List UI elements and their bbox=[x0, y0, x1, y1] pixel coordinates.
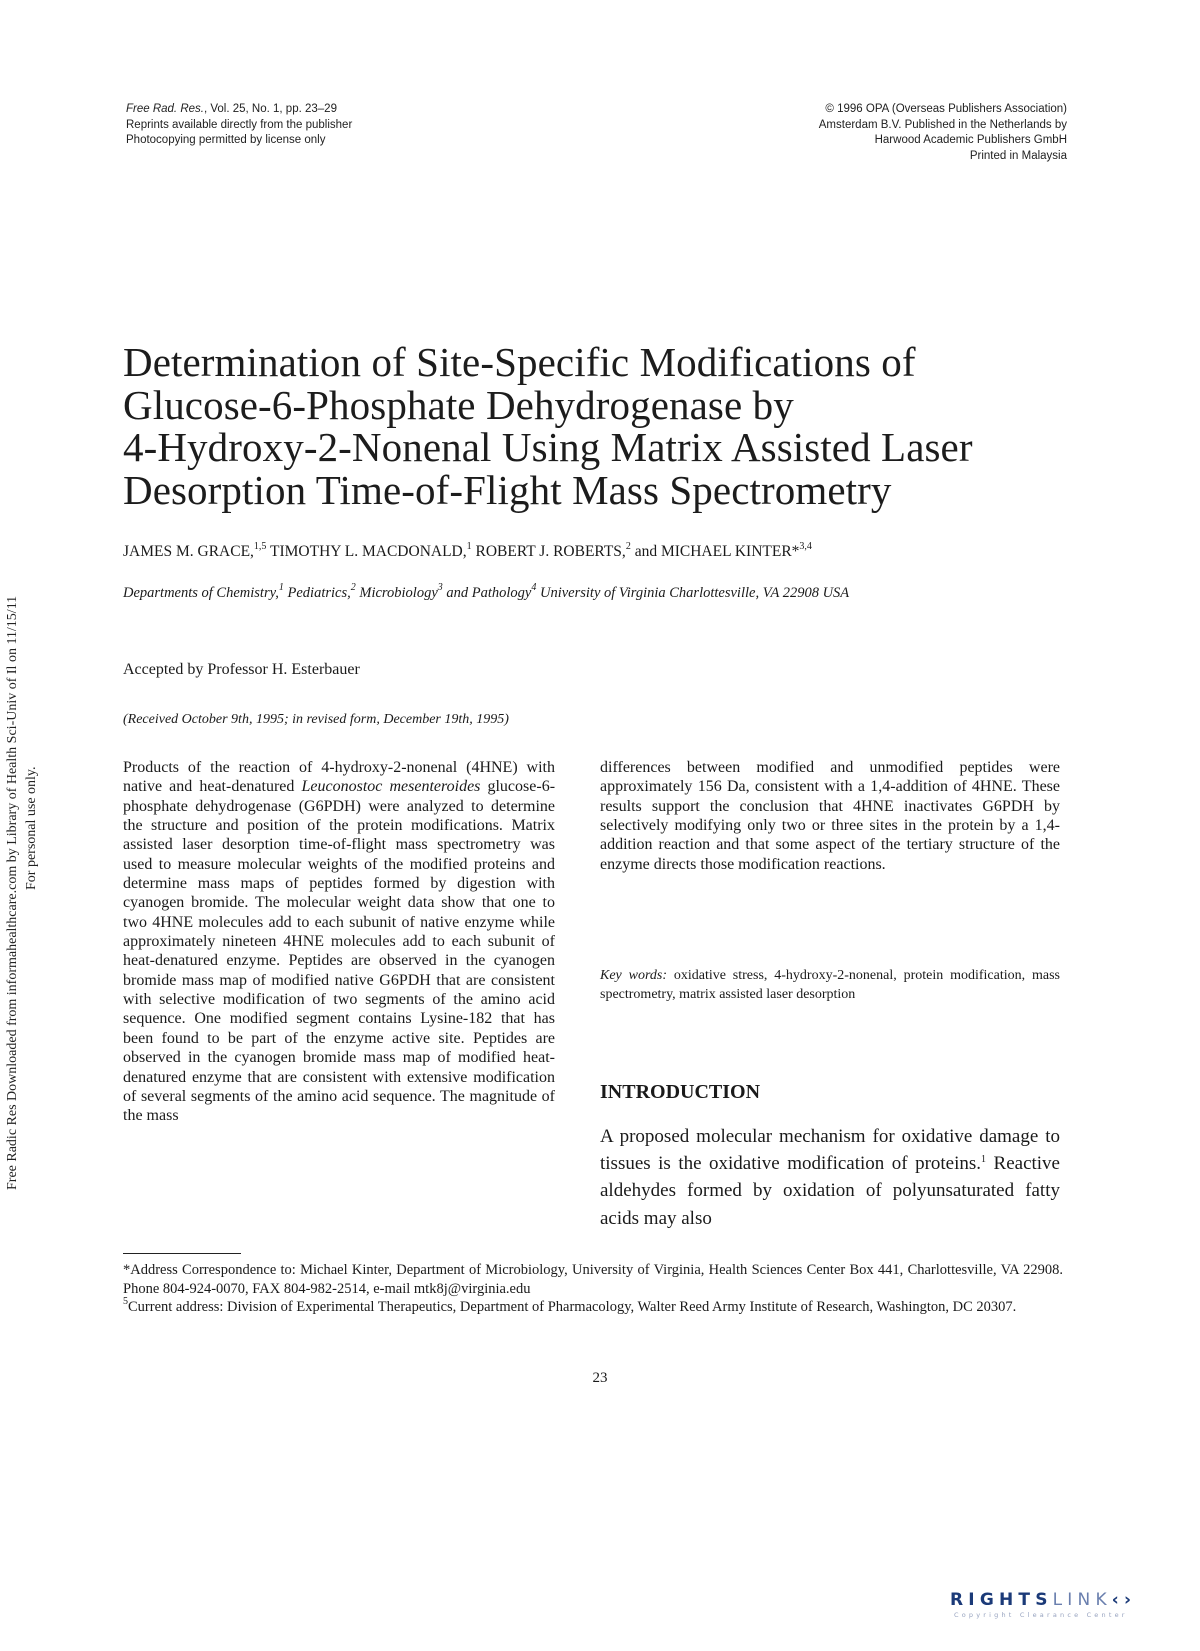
affiliation-dept: Pediatrics, bbox=[283, 585, 351, 601]
download-watermark-line-1: Free Radic Res Downloaded from informahealthcare.com by Library of Health Sci-Univ of Il on 11/15/11 bbox=[5, 595, 20, 1190]
title-line: Glucose-6-Phosphate Dehydrogenase by bbox=[123, 381, 794, 428]
title-line: 4-Hydroxy-2-Nonenal Using Matrix Assisted Laser bbox=[123, 424, 973, 470]
footnote-current-address bbox=[123, 1298, 1063, 1317]
intro-sentence: A proposed molecular mechanism for oxidative damage to tissues is the oxidative modification of proteins. bbox=[600, 1126, 1060, 1175]
title-line: Desorption Time-of-Flight Mass Spectrometry bbox=[123, 466, 892, 513]
title-line: Determination of Site-Specific Modifications of bbox=[123, 339, 916, 385]
publisher-line-1: Amsterdam B.V. Published in the Netherlands by bbox=[818, 118, 1067, 131]
footnote-divider bbox=[123, 1253, 241, 1254]
footnotes bbox=[123, 1261, 1063, 1317]
photocopy-note: Photocopying permitted by license only bbox=[126, 134, 326, 146]
author-affiliation-sup: 2 bbox=[625, 541, 631, 552]
header-copyright bbox=[627, 102, 1067, 164]
abstract-column-right: differences between modified and unmodified peptides were approximately 156 Da, consistent with a 1,4-addition of 4HNE. These results support the conclusion that 4HNE inactivates G6PDH by selectively modifying only two or three sites in the protein by a 1,4-addition reaction and that some aspect of the tertiary structure of the enzyme directs those modification reactions. bbox=[600, 759, 1060, 873]
received-dates: (Received October 9th, 1995; in revised form, December 19th, 1995) bbox=[123, 712, 509, 727]
page-number: 23 bbox=[592, 1370, 608, 1386]
journal-citation: , Vol. 25, No. 1, pp. 23–29 bbox=[203, 103, 337, 115]
abstract-text: Products of the reaction of 4-hydroxy-2-nonenal (4HNE) with native and heat-denatured bbox=[123, 759, 555, 796]
printed-in-line: Printed in Malaysia bbox=[969, 149, 1067, 162]
author-name: JAMES M. GRACE, bbox=[123, 543, 254, 560]
abstract-text: glucose-6-phosphate dehydrogenase (G6PDH) were analyzed to determine the structure and position of the protein modifications. Matrix assisted laser desorption time-of-flight mass spectrometry was used to measure molecular weights of the modified proteins and determine mass maps of peptides formed by digestion with cyanogen bromide. The molecular weight data show that one to two 4HNE molecules add to each subunit of native enzyme while approximately nineteen 4HNE molecules add to each subunit of heat-denatured enzyme. Peptides are observed in the cyanogen bromide mass map of modified native G6PDH that are consistent with selective modification of two segments of the amino acid sequence. One modified segment contains Lysine-182 that has been found to be part of the enzyme active site. Peptides are observed in the cyanogen bromide mass map of modified heat-denatured enzyme that are consistent with extensive modification of several segments of the amino acid sequence. The magnitude of the mass bbox=[123, 778, 556, 1125]
download-watermark-line-2: For personal use only. bbox=[24, 766, 39, 890]
affiliation-dept: and Pathology bbox=[442, 585, 532, 601]
affiliation-dept: Departments of Chemistry, bbox=[123, 585, 279, 601]
affiliation-sup: 4 bbox=[531, 582, 537, 593]
header-citation bbox=[126, 102, 546, 149]
keywords bbox=[600, 967, 1060, 1004]
intro-sentence: Reactive aldehydes formed by oxidation of polyunsaturated fatty acids may also bbox=[600, 1153, 1060, 1229]
logo-arrow-icon: ‹› bbox=[1111, 1590, 1137, 1610]
species-name: Leuconostoc mesenteroides bbox=[301, 778, 481, 796]
footnote-correspondence: *Address Correspondence to: Michael Kinter, Department of Microbiology, University of Virginia, Health Sciences Center Box 441, Charlottesville, VA 22908. Phone 804-924-0070, FAX 804-982-2514, e-mail mtk8j@virginia.edu bbox=[123, 1262, 1063, 1297]
keywords-text: oxidative stress, 4-hydroxy-2-nonenal, protein modification, mass spectrometry, matrix assisted laser desorption bbox=[600, 968, 1060, 1002]
author-affiliation-sup: 1 bbox=[466, 541, 472, 552]
affiliation-sup: 1 bbox=[278, 582, 284, 593]
citation-sup: 1 bbox=[981, 1154, 987, 1166]
affiliation-dept: Microbiology bbox=[355, 585, 438, 601]
introduction-text bbox=[600, 1123, 1060, 1232]
affiliations bbox=[123, 583, 1083, 603]
logo-subtitle: Copyright Clearance Center bbox=[954, 1611, 1128, 1619]
introduction-heading: INTRODUCTION bbox=[600, 1081, 761, 1103]
copyright-line: © 1996 OPA (Overseas Publishers Association) bbox=[825, 103, 1067, 115]
author-affiliation-sup: 3,4 bbox=[799, 541, 812, 552]
journal-name: Free Rad. Res. bbox=[126, 103, 204, 115]
article-title bbox=[123, 341, 1083, 511]
author-list bbox=[123, 542, 1083, 562]
author-name: ROBERT J. ROBERTS, bbox=[471, 543, 626, 560]
abstract-column-left bbox=[123, 758, 555, 1126]
affiliation-university: University of Virginia Charlottesville, VA 22908 USA bbox=[536, 585, 850, 601]
logo-text-dark: RIGHTS bbox=[950, 1590, 1053, 1610]
logo-text-light: LINK bbox=[1052, 1590, 1112, 1610]
author-name: TIMOTHY L. MACDONALD, bbox=[266, 543, 467, 560]
keywords-label: Key words: bbox=[600, 968, 667, 983]
footnote-sup: 5 bbox=[123, 1296, 128, 1308]
author-name: and MICHAEL KINTER* bbox=[630, 543, 800, 560]
accepted-by: Accepted by Professor H. Esterbauer bbox=[123, 661, 360, 678]
author-affiliation-sup: 1,5 bbox=[253, 541, 267, 552]
affiliation-sup: 3 bbox=[437, 582, 443, 593]
reprint-note: Reprints available directly from the publisher bbox=[126, 118, 353, 131]
affiliation-sup: 2 bbox=[350, 582, 356, 593]
footnote-text: Current address: Division of Experimental Therapeutics, Department of Pharmacology, Walter Reed Army Institute of Research, Washington, DC 20307. bbox=[128, 1299, 1017, 1316]
rightslink-logo bbox=[950, 1590, 1150, 1630]
publisher-line-2: Harwood Academic Publishers GmbH bbox=[874, 134, 1067, 146]
